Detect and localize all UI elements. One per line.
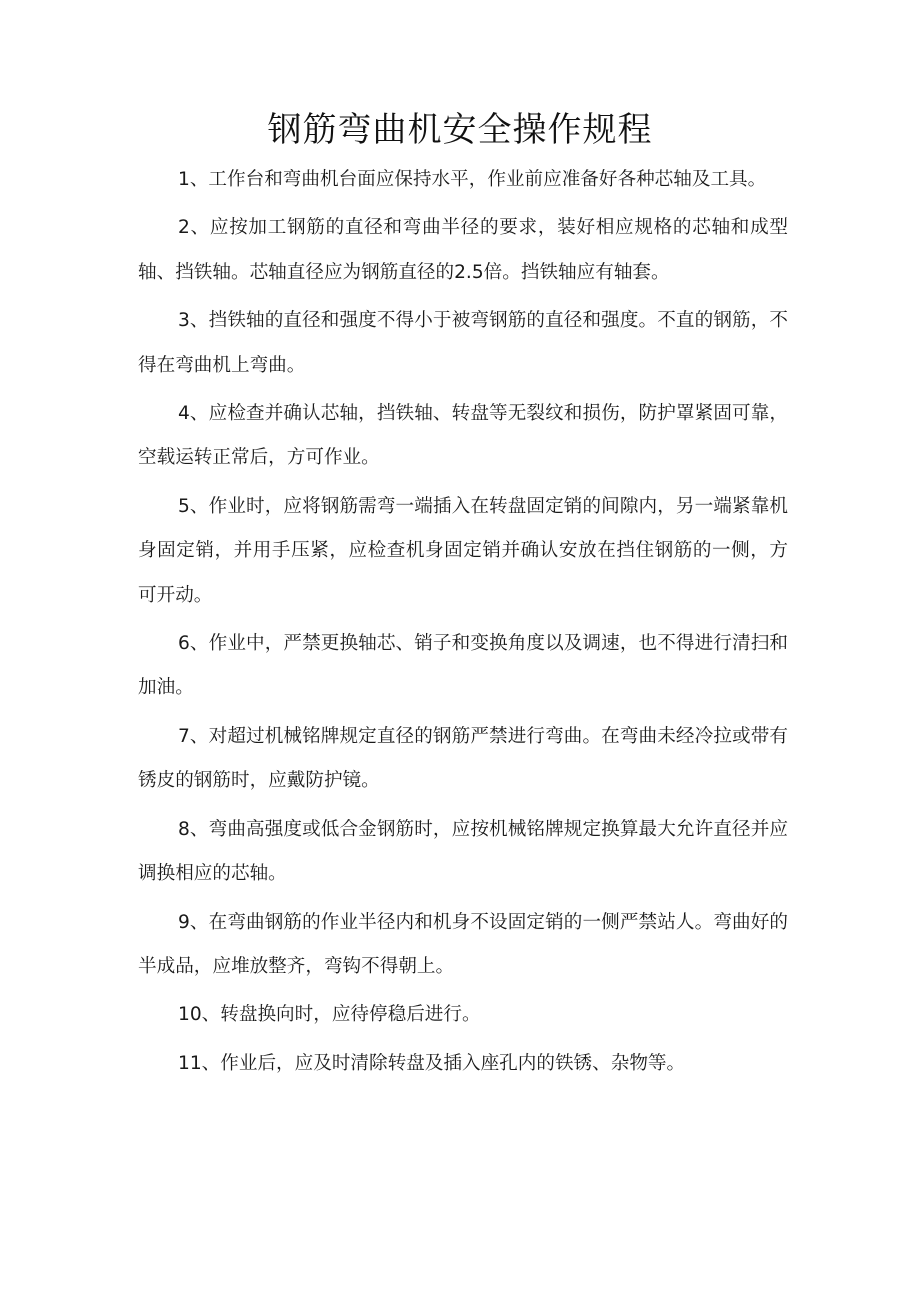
rule-item: 8、弯曲高强度或低合金钢筋时，应按机械铭牌规定换算最大允许直径并应调换相应的芯轴。 [138,818,788,885]
rule-item: 3、挡铁轴的直径和强度不得小于被弯钢筋的直径和强度。不直的钢筋，不得在弯曲机上弯曲。 [138,310,788,376]
rules-list [138,158,788,1090]
rule-item: 1、工作台和弯曲机台面应保持水平，作业前应准备好各种芯轴及工具。 [178,169,767,190]
rule-item: 6、作业中，严禁更换轴芯、销子和变换角度以及调速，也不得进行清扫和加油。 [138,633,788,699]
rule-item: 9、在弯曲钢筋的作业半径内和机身不设固定销的一侧严禁站人。弯曲好的半成品，应堆放整齐，弯钩不得朝上。 [138,911,788,977]
rule-item: 5、作业时，应将钢筋需弯一端插入在转盘固定销的间隙内，另一端紧靠机身固定销，并用手压紧，应检查机身固定销并确认安放在挡住钢筋的一侧，方可开动。 [138,495,788,606]
rule-item: 11、作业后，应及时清除转盘及插入座孔内的铁锈、杂物等。 [178,1052,686,1074]
rule-item: 7、对超过机械铭牌规定直径的钢筋严禁进行弯曲。在弯曲未经冷拉或带有锈皮的钢筋时，应戴防护镜。 [138,725,788,792]
rule-item: 2、应按加工钢筋的直径和弯曲半径的要求，装好相应规格的芯轴和成型轴、挡铁轴。芯轴直径应为钢筋直径的2.5倍。挡铁轴应有轴套。 [138,217,788,283]
document-title: 钢筋弯曲机安全操作规程 [267,110,653,150]
rule-item: 4、应检查并确认芯轴，挡铁轴、转盘等无裂纹和损伤，防护罩紧固可靠，空载运转正常后，方可作业。 [138,403,788,469]
rule-item: 10、转盘换向时，应待停稳后进行。 [178,1004,481,1026]
